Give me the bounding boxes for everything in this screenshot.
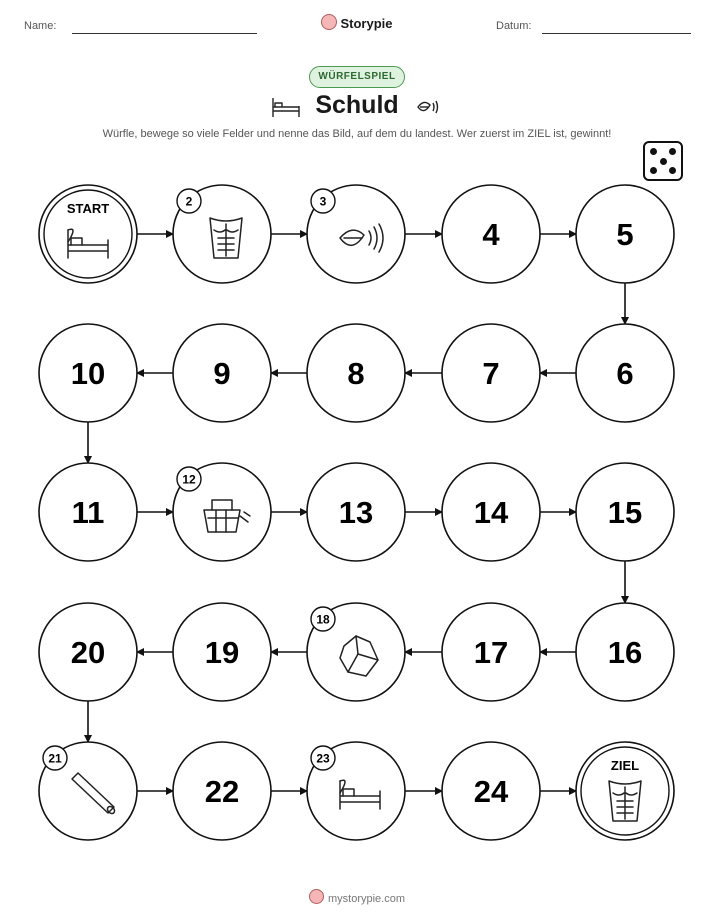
board-field	[173, 742, 271, 840]
field-number: 19	[204, 635, 240, 670]
field-number: 20	[70, 635, 106, 670]
field-number: 7	[482, 356, 500, 391]
storypie-mascot-icon	[309, 889, 324, 904]
name-label: Name:	[24, 20, 57, 32]
board-field	[173, 463, 271, 561]
field-number-badge: 3	[319, 194, 327, 209]
board-field	[173, 185, 271, 283]
field-number: 13	[338, 495, 374, 530]
field-number: 15	[607, 495, 643, 530]
field-number: 24	[473, 774, 509, 809]
field-number-badge: 23	[316, 751, 330, 766]
field-number-badge: 2	[185, 194, 193, 209]
field-number: 4	[482, 217, 500, 252]
board-field	[307, 742, 405, 840]
board-field	[173, 603, 271, 701]
field-number: 9	[213, 356, 231, 391]
footer	[0, 889, 714, 905]
start-label: START	[66, 201, 110, 216]
board-field	[307, 463, 405, 561]
game-type-badge: WÜRFELSPIEL	[309, 66, 405, 88]
field-number: 6	[616, 356, 634, 391]
board-field	[576, 324, 674, 422]
board-field	[442, 324, 540, 422]
board-field	[307, 603, 405, 701]
board-field	[39, 463, 137, 561]
field-number: 10	[70, 356, 106, 391]
board-field	[576, 463, 674, 561]
board-field	[173, 324, 271, 422]
start-field	[39, 185, 137, 283]
goal-field	[576, 742, 674, 840]
board-field	[576, 603, 674, 701]
instructions: Würfle, bewege so viele Felder und nenne das Bild, auf dem du landest. Wer zuerst im ZIEL ist, gewinnt!	[102, 128, 612, 140]
field-number-badge: 21	[48, 751, 62, 766]
field-number: 17	[473, 635, 509, 670]
field-number: 14	[473, 495, 509, 530]
board-field	[442, 463, 540, 561]
goal-label: ZIEL	[610, 758, 640, 773]
board-field	[39, 603, 137, 701]
board-field	[307, 324, 405, 422]
brand-name: Storypie	[340, 16, 393, 31]
board-field	[307, 185, 405, 283]
field-number: 5	[616, 217, 634, 252]
field-number: 22	[204, 774, 240, 809]
date-label: Datum:	[496, 20, 532, 32]
board-field	[576, 185, 674, 283]
game-title: Schuld	[315, 91, 399, 119]
footer-site: mystorypie.com	[327, 893, 406, 905]
field-number: 8	[347, 356, 365, 391]
board-field	[442, 603, 540, 701]
field-number-badge: 12	[182, 472, 196, 487]
board-field	[442, 185, 540, 283]
field-number: 16	[607, 635, 643, 670]
board-field	[442, 742, 540, 840]
field-number: 11	[71, 495, 105, 530]
field-number-badge: 18	[316, 612, 330, 627]
board-field	[39, 324, 137, 422]
board-field	[39, 742, 137, 840]
